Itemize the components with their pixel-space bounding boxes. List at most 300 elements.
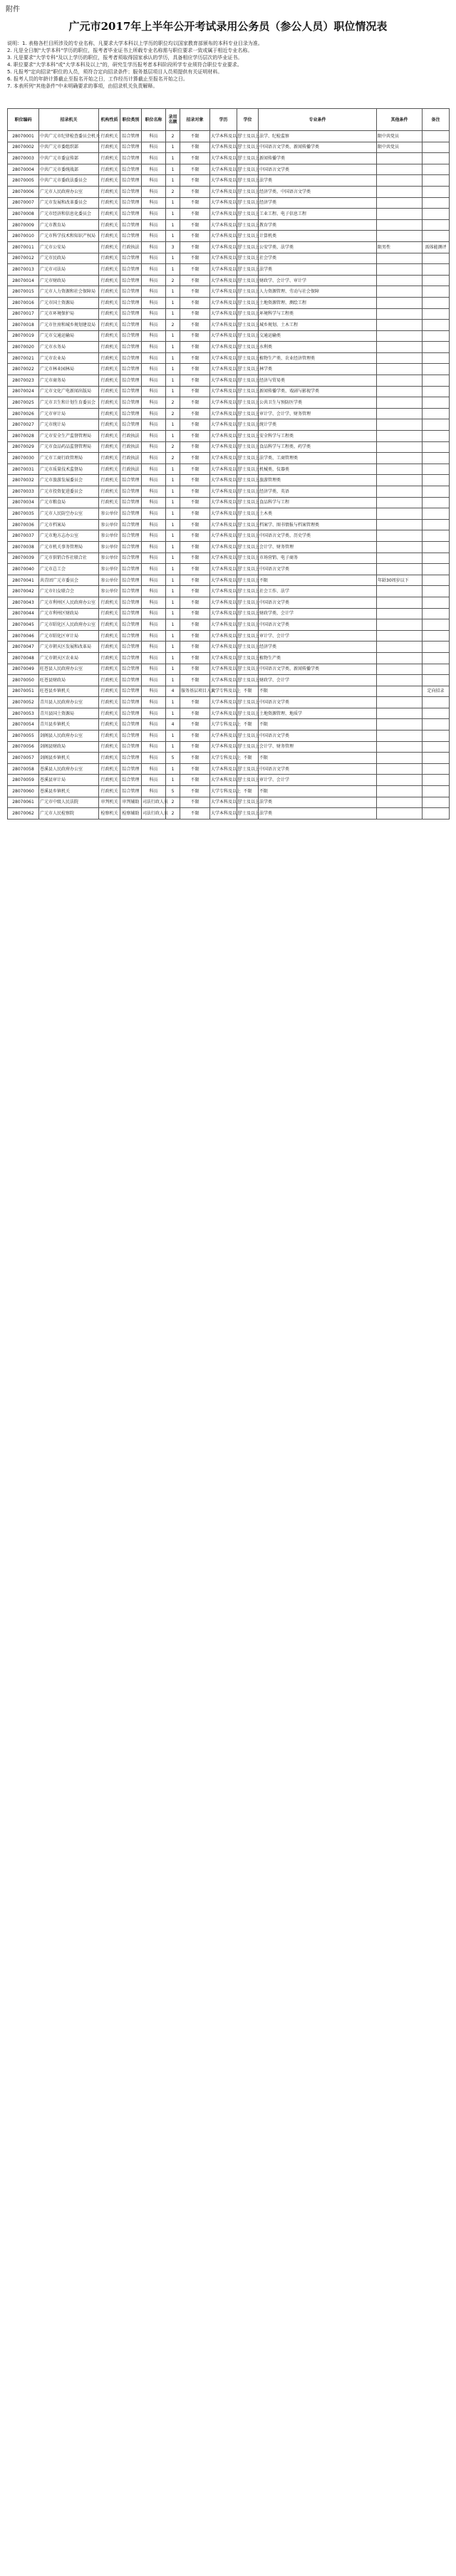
- table-cell: 广元市环境保护局: [39, 308, 99, 320]
- table-cell: 综合管理: [120, 231, 142, 242]
- table-cell: 综合管理: [120, 630, 142, 642]
- table-cell: 1: [166, 431, 180, 442]
- table-cell: 综合管理: [120, 153, 142, 164]
- table-row: [8, 241, 450, 253]
- table-cell: 不限: [180, 508, 210, 520]
- table-cell: 青川县国土资源局: [39, 708, 99, 719]
- table-cell: 不限: [180, 142, 210, 153]
- table-cell: 科员: [142, 431, 166, 442]
- table-cell: 苍溪县人民政府办公室: [39, 763, 99, 775]
- table-cell: 人力资源管理、劳动与社会保障: [259, 286, 377, 298]
- table-cell: [423, 164, 450, 175]
- table-cell: 中国语言文学类: [259, 564, 377, 575]
- table-cell: [423, 586, 450, 597]
- table-cell: 28070053: [8, 708, 39, 719]
- table-cell: 大学本科及以上: [210, 397, 237, 409]
- table-cell: 28070002: [8, 142, 39, 153]
- table-cell: 科员: [142, 264, 166, 276]
- table-cell: 综合管理: [120, 564, 142, 575]
- table-cell: 科员: [142, 541, 166, 553]
- table-cell: [423, 352, 450, 364]
- table-cell: 不限: [180, 642, 210, 653]
- table-cell: 大学本科及以上: [210, 175, 237, 187]
- table-cell: [423, 453, 450, 464]
- table-cell: 综合管理: [120, 219, 142, 231]
- table-cell: 28070035: [8, 508, 39, 520]
- table-cell: 不限: [180, 619, 210, 631]
- table-cell: 大学本科及以上: [210, 597, 237, 608]
- table-cell: 1: [166, 475, 180, 486]
- table-cell: 1: [166, 209, 180, 220]
- table-cell: [423, 142, 450, 153]
- table-cell: 学士及以上: [237, 419, 259, 431]
- table-cell: 大学本科及以上: [210, 808, 237, 820]
- table-cell: 广元市利州区人民政府办公室: [39, 597, 99, 608]
- table-cell: [377, 775, 423, 786]
- table-cell: 行政机关: [99, 775, 120, 786]
- table-cell: 28070007: [8, 197, 39, 209]
- table-cell: 行政机关: [99, 453, 120, 464]
- table-cell: 大学本科及以上: [210, 586, 237, 597]
- table-cell: 28070021: [8, 352, 39, 364]
- table-cell: 28070015: [8, 286, 39, 298]
- table-cell: 不限: [180, 808, 210, 820]
- table-cell: 大学本科及以上: [210, 497, 237, 508]
- table-cell: [423, 153, 450, 164]
- table-cell: 大学专科及以上: [210, 786, 237, 797]
- table-row: [8, 741, 450, 753]
- table-cell: 2: [166, 397, 180, 409]
- table-cell: 不限: [259, 686, 377, 697]
- table-cell: 不限: [180, 253, 210, 264]
- table-cell: 1: [166, 352, 180, 364]
- table-cell: 中共广元市委政法委员会: [39, 175, 99, 187]
- table-cell: 3: [166, 241, 180, 253]
- table-cell: 广元市水务局: [39, 342, 99, 353]
- table-cell: 综合管理: [120, 386, 142, 397]
- table-cell: 不限: [180, 264, 210, 276]
- table-cell: 学士及以上: [237, 763, 259, 775]
- table-cell: 大学本科及以上: [210, 197, 237, 209]
- table-cell: 大学本科及以上: [210, 675, 237, 686]
- table-row: [8, 652, 450, 664]
- table-cell: 综合管理: [120, 142, 142, 153]
- note-line: 7. 本表所列"其他条件"中未明确要求的事项，由招录机关负责解释。: [7, 83, 158, 89]
- table-cell: 不限: [180, 475, 210, 486]
- table-cell: 综合管理: [120, 586, 142, 597]
- table-cell: [423, 753, 450, 764]
- table-cell: 28070030: [8, 453, 39, 464]
- table-cell: 学士及以上: [237, 364, 259, 375]
- table-cell: 中国语言文学类: [259, 619, 377, 631]
- table-cell: 综合管理: [120, 642, 142, 653]
- table-cell: 行政机关: [99, 264, 120, 276]
- table-cell: 大学本科及以上: [210, 453, 237, 464]
- table-cell: 行政机关: [99, 675, 120, 686]
- table-cell: 行政机关: [99, 497, 120, 508]
- table-cell: 行政机关: [99, 241, 120, 253]
- table-cell: 大学本科及以上: [210, 408, 237, 419]
- table-cell: 28070043: [8, 597, 39, 608]
- table-cell: 1: [166, 253, 180, 264]
- table-cell: 不限: [180, 397, 210, 409]
- table-cell: [377, 719, 423, 731]
- table-cell: 综合管理: [120, 320, 142, 331]
- table-cell: 5: [166, 786, 180, 797]
- table-cell: 不限: [180, 564, 210, 575]
- table-cell: [377, 486, 423, 498]
- table-cell: 行政机关: [99, 375, 120, 387]
- table-cell: 综合管理: [120, 541, 142, 553]
- table-cell: 28070024: [8, 386, 39, 397]
- table-cell: 综合管理: [120, 786, 142, 797]
- table-cell: 综合管理: [120, 486, 142, 498]
- table-cell: 法学类: [259, 175, 377, 187]
- table-row: [8, 209, 450, 220]
- table-cell: 学士及以上: [237, 219, 259, 231]
- table-cell: 综合管理: [120, 397, 142, 409]
- table-row: [8, 352, 450, 364]
- table-cell: 中共广元市委统战部: [39, 164, 99, 175]
- table-cell: 1: [166, 564, 180, 575]
- table-cell: 2: [166, 131, 180, 142]
- table-cell: 28070032: [8, 475, 39, 486]
- table-cell: 学士及以上: [237, 375, 259, 387]
- table-cell: 综合管理: [120, 209, 142, 220]
- table-cell: 28070005: [8, 175, 39, 187]
- table-cell: 28070041: [8, 575, 39, 586]
- table-cell: 不限: [180, 586, 210, 597]
- table-cell: [423, 308, 450, 320]
- table-cell: [423, 497, 450, 508]
- table-cell: [377, 786, 423, 797]
- table-cell: 大学本科及以上: [210, 508, 237, 520]
- table-cell: 不限: [180, 197, 210, 209]
- table-cell: 广元市人民政府办公室: [39, 186, 99, 197]
- table-row: [8, 708, 450, 719]
- table-cell: 综合管理: [120, 686, 142, 697]
- table-cell: 行政机关: [99, 408, 120, 419]
- table-cell: 科员: [142, 209, 166, 220]
- table-cell: 28070012: [8, 253, 39, 264]
- table-row: [8, 486, 450, 498]
- table-row: [8, 386, 450, 397]
- table-cell: [423, 808, 450, 820]
- table-cell: 科员: [142, 597, 166, 608]
- column-header: 其他条件: [377, 109, 423, 131]
- table-cell: 经济学类、中国语言文学类: [259, 186, 377, 197]
- table-cell: 学士及以上: [237, 664, 259, 675]
- table-cell: [423, 464, 450, 475]
- table-cell: 大学本科及以上: [210, 553, 237, 564]
- table-cell: [377, 386, 423, 397]
- table-cell: 学士及以上: [237, 330, 259, 342]
- table-cell: [423, 763, 450, 775]
- table-row: [8, 675, 450, 686]
- table-cell: 公共卫生与预防医学类: [259, 397, 377, 409]
- table-cell: 科员: [142, 330, 166, 342]
- table-cell: 广元市国土资源局: [39, 297, 99, 308]
- table-cell: 2: [166, 186, 180, 197]
- table-cell: 科员: [142, 352, 166, 364]
- table-cell: 学士及以上: [237, 797, 259, 808]
- table-cell: 1: [166, 497, 180, 508]
- table-cell: [423, 375, 450, 387]
- table-cell: 1: [166, 297, 180, 308]
- table-cell: 广元市人民防空办公室: [39, 508, 99, 520]
- table-cell: 不限: [259, 575, 377, 586]
- table-cell: 行政机关: [99, 486, 120, 498]
- table-cell: 综合管理: [120, 619, 142, 631]
- annex-label: 附件: [6, 6, 20, 14]
- table-cell: 科员: [142, 664, 166, 675]
- table-cell: 科员: [142, 775, 166, 786]
- table-cell: 科员: [142, 241, 166, 253]
- table-cell: 不限: [180, 320, 210, 331]
- table-cell: 广元市商务局: [39, 375, 99, 387]
- table-cell: [423, 408, 450, 419]
- table-cell: 大学本科及以上: [210, 342, 237, 353]
- table-cell: 综合管理: [120, 164, 142, 175]
- table-cell: 综合管理: [120, 763, 142, 775]
- table-cell: 28070048: [8, 652, 39, 664]
- table-cell: 1: [166, 164, 180, 175]
- table-cell: 综合管理: [120, 131, 142, 142]
- table-cell: 中国语言文学类、历史学类: [259, 530, 377, 542]
- table-cell: 大学本科及以上: [210, 775, 237, 786]
- table-cell: 审判机关: [99, 797, 120, 808]
- table-cell: [423, 297, 450, 308]
- table-row: [8, 308, 450, 320]
- table-cell: 1: [166, 175, 180, 187]
- table-cell: 综合管理: [120, 753, 142, 764]
- table-cell: 科员: [142, 275, 166, 286]
- table-cell: 剑阁县财政局: [39, 741, 99, 753]
- table-cell: 28070022: [8, 364, 39, 375]
- table-cell: 学士及以上: [237, 164, 259, 175]
- table-cell: 审计学、会计学: [259, 775, 377, 786]
- table-row: [8, 186, 450, 197]
- table-cell: 学士及以上: [237, 186, 259, 197]
- table-cell: 2: [166, 441, 180, 453]
- table-row: [8, 286, 450, 298]
- table-cell: 学士及以上: [237, 352, 259, 364]
- table-cell: 法学类: [259, 808, 377, 820]
- table-cell: 行政机关: [99, 697, 120, 708]
- table-cell: 28070061: [8, 797, 39, 808]
- table-cell: 行政执法: [120, 453, 142, 464]
- note-line: 2. 凡是全日制"大学本科"学历的职位，报考者毕业证书上所载专业名称需与职位要求一致或属于相近专业名称。: [7, 48, 253, 53]
- table-cell: 大学本科及以上: [210, 419, 237, 431]
- table-cell: [423, 286, 450, 298]
- table-cell: 1: [166, 541, 180, 553]
- table-row: [8, 586, 450, 597]
- table-cell: 大学本科及以上: [210, 486, 237, 498]
- table-cell: 不限: [180, 541, 210, 553]
- table-cell: 广元市统计局: [39, 419, 99, 431]
- table-row: [8, 763, 450, 775]
- table-cell: 28070062: [8, 808, 39, 820]
- table-cell: 广元市地方志办公室: [39, 530, 99, 542]
- table-row: [8, 441, 450, 453]
- table-cell: 不限: [180, 530, 210, 542]
- table-cell: 机械类、仪器类: [259, 464, 377, 475]
- table-cell: 学士及以上: [237, 320, 259, 331]
- table-cell: 广元市朝天区发展和改革局: [39, 642, 99, 653]
- table-row: [8, 253, 450, 264]
- table-cell: 广元市财政局: [39, 275, 99, 286]
- table-cell: 28070018: [8, 320, 39, 331]
- table-cell: 综合管理: [120, 308, 142, 320]
- table-cell: 大学本科及以上: [210, 464, 237, 475]
- table-cell: 学士及以上: [237, 308, 259, 320]
- table-cell: 不限: [237, 719, 259, 731]
- table-cell: [377, 197, 423, 209]
- table-cell: 不限: [180, 708, 210, 719]
- table-cell: 1: [166, 197, 180, 209]
- table-cell: [423, 264, 450, 276]
- table-cell: 行政机关: [99, 763, 120, 775]
- table-cell: 综合管理: [120, 286, 142, 298]
- table-cell: 大学本科及以上: [210, 519, 237, 530]
- table-cell: 广元市总工会: [39, 564, 99, 575]
- table-cell: 法学类: [259, 264, 377, 276]
- table-cell: [423, 775, 450, 786]
- table-cell: 广元市工商行政管理局: [39, 453, 99, 464]
- table-cell: 不限: [180, 275, 210, 286]
- table-cell: [423, 541, 450, 553]
- table-cell: 大学本科及以上: [210, 164, 237, 175]
- table-cell: 新闻传播学类: [259, 153, 377, 164]
- table-cell: 中国语言文学类: [259, 697, 377, 708]
- table-cell: 科员: [142, 464, 166, 475]
- table-cell: 1: [166, 642, 180, 653]
- table-row: [8, 630, 450, 642]
- table-cell: 综合管理: [120, 419, 142, 431]
- table-cell: 科员: [142, 408, 166, 419]
- table-cell: 行政机关: [99, 686, 120, 697]
- table-cell: [377, 675, 423, 686]
- table-cell: 28070042: [8, 586, 39, 597]
- table-cell: 中国语言文学类、新闻传播学类: [259, 142, 377, 153]
- table-cell: 不限: [180, 175, 210, 187]
- table-cell: 科员: [142, 652, 166, 664]
- table-row: [8, 375, 450, 387]
- table-cell: 不限: [180, 330, 210, 342]
- table-cell: [377, 708, 423, 719]
- table-cell: 不限: [180, 652, 210, 664]
- table-row: [8, 275, 450, 286]
- table-cell: 教育学类: [259, 219, 377, 231]
- table-row: [8, 775, 450, 786]
- table-cell: 大学本科及以上: [210, 763, 237, 775]
- table-cell: 行政机关: [99, 719, 120, 731]
- table-row: [8, 808, 450, 820]
- table-cell: 参公单位: [99, 575, 120, 586]
- table-cell: [377, 209, 423, 220]
- notes-block: [7, 40, 450, 90]
- table-cell: 限中共党员: [377, 142, 423, 153]
- table-cell: 不限: [180, 297, 210, 308]
- table-cell: 28070037: [8, 530, 39, 542]
- table-cell: 1: [166, 775, 180, 786]
- table-cell: 不限: [259, 719, 377, 731]
- table-cell: 不限: [180, 608, 210, 619]
- table-cell: 行政机关: [99, 464, 120, 475]
- table-cell: 28070009: [8, 219, 39, 231]
- table-cell: [377, 375, 423, 387]
- table-row: [8, 408, 450, 419]
- table-cell: 行政机关: [99, 131, 120, 142]
- table-cell: 不限: [180, 597, 210, 608]
- table-row: [8, 608, 450, 619]
- table-cell: 学士及以上: [237, 297, 259, 308]
- column-header: 专业条件: [259, 109, 377, 131]
- table-cell: [377, 397, 423, 409]
- table-cell: 学士及以上: [237, 253, 259, 264]
- table-cell: [423, 209, 450, 220]
- table-row: [8, 364, 450, 375]
- table-cell: 行政机关: [99, 652, 120, 664]
- table-cell: 综合管理: [120, 697, 142, 708]
- table-cell: 行政执法: [120, 441, 142, 453]
- table-cell: 广元市人力资源和社会保障局: [39, 286, 99, 298]
- table-cell: 28070001: [8, 131, 39, 142]
- table-cell: 1: [166, 330, 180, 342]
- table-cell: 统计学类: [259, 419, 377, 431]
- table-cell: [423, 386, 450, 397]
- table-cell: 28070020: [8, 342, 39, 353]
- table-row: [8, 197, 450, 209]
- table-cell: 林学类: [259, 364, 377, 375]
- table-cell: [377, 342, 423, 353]
- table-cell: 大学本科及以上: [210, 364, 237, 375]
- column-header: 招录对象: [180, 109, 210, 131]
- table-cell: 学士及以上: [237, 453, 259, 464]
- table-cell: 1: [166, 664, 180, 675]
- table-cell: 科员: [142, 175, 166, 187]
- table-cell: 大学专科及以上: [210, 753, 237, 764]
- table-cell: 科员: [142, 719, 166, 731]
- table-cell: 不限: [180, 664, 210, 675]
- table-row: [8, 431, 450, 442]
- table-cell: 综合管理: [120, 175, 142, 187]
- table-cell: 大学本科及以上: [210, 375, 237, 387]
- table-cell: 1: [166, 597, 180, 608]
- table-cell: 行政机关: [99, 308, 120, 320]
- table-cell: 行政机关: [99, 352, 120, 364]
- table-cell: 科员: [142, 586, 166, 597]
- table-cell: 广元市林业园林局: [39, 364, 99, 375]
- table-cell: 土木类: [259, 508, 377, 520]
- table-cell: 不限: [180, 553, 210, 564]
- table-row: [8, 619, 450, 631]
- table-cell: 行政机关: [99, 642, 120, 653]
- table-cell: 社会学类: [259, 253, 377, 264]
- table-cell: 28070033: [8, 486, 39, 498]
- table-cell: 不限: [180, 441, 210, 453]
- table-cell: [423, 697, 450, 708]
- table-cell: 28070004: [8, 164, 39, 175]
- table-cell: 28070010: [8, 231, 39, 242]
- table-cell: [377, 453, 423, 464]
- page-title: 广元市2017年上半年公开考试录用公务员（参公人员）职位情况表: [68, 20, 388, 33]
- positions-table: [7, 108, 450, 820]
- table-cell: 大学本科及以上: [210, 253, 237, 264]
- table-cell: 行政执法: [120, 431, 142, 442]
- table-cell: 行政机关: [99, 142, 120, 153]
- table-cell: [423, 597, 450, 608]
